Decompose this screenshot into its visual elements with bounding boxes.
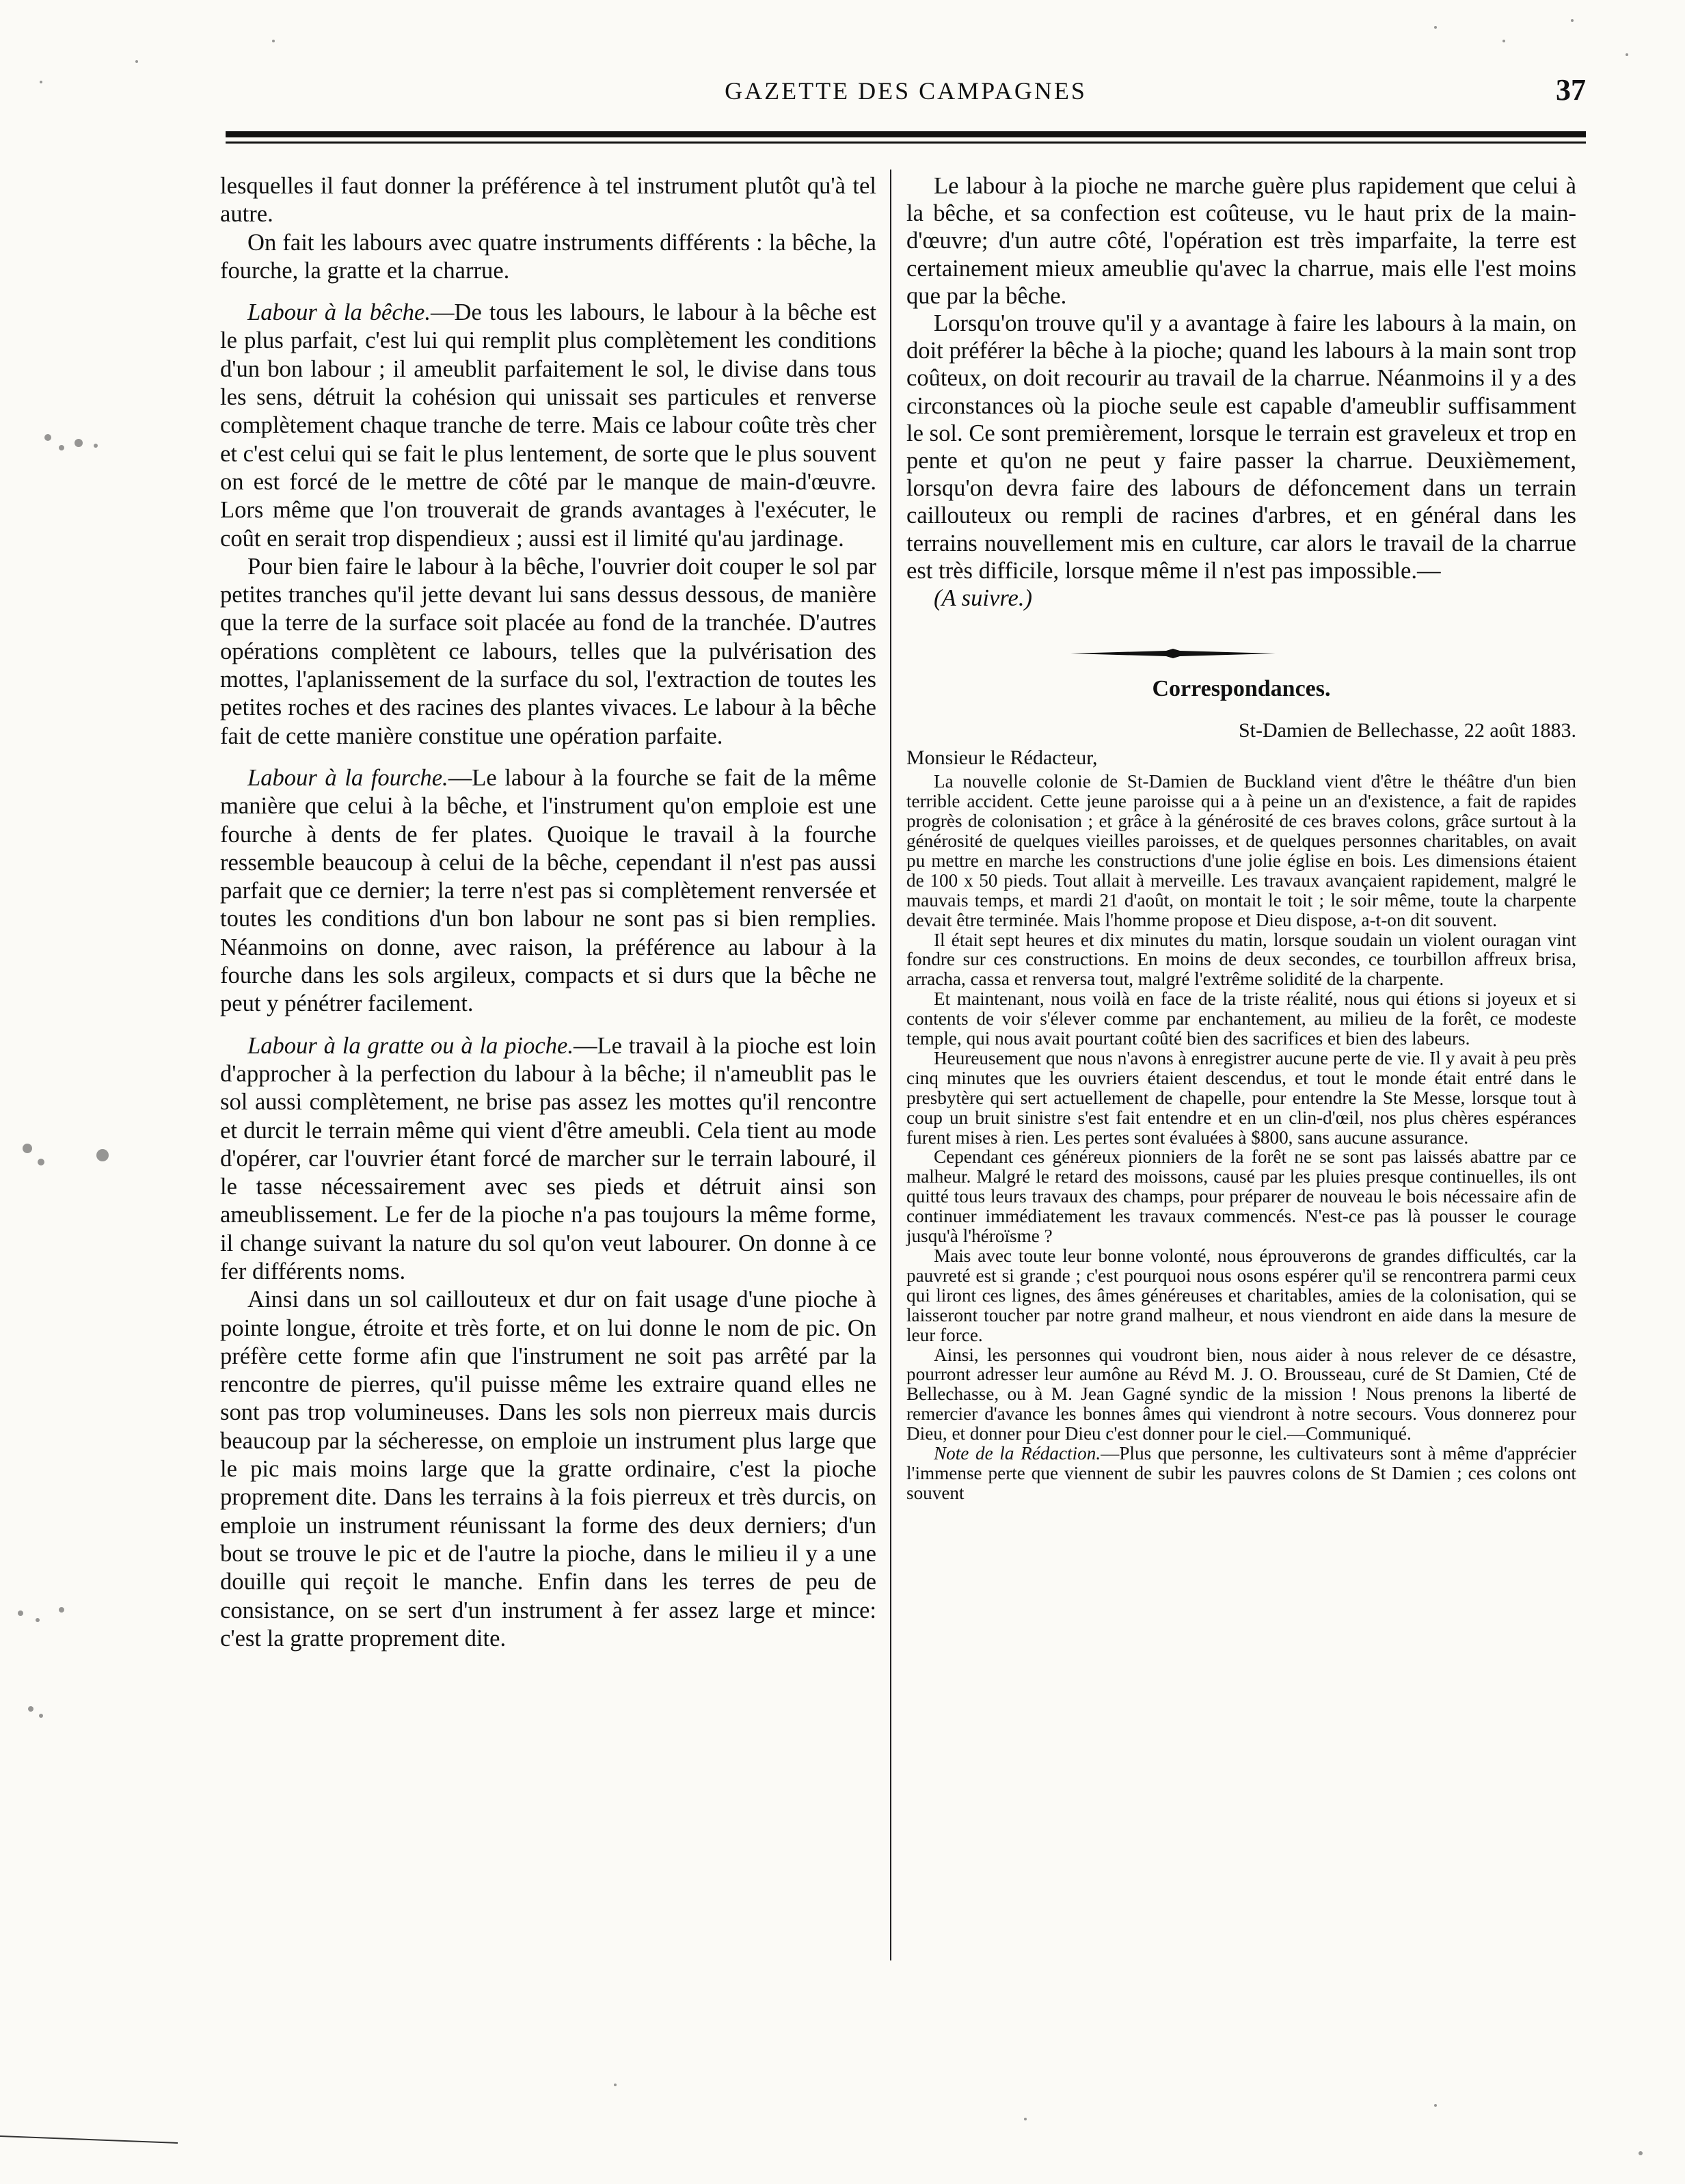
paragraph: Lorsqu'on trouve qu'il y a avantage à faire les labours à la main, on doit préférer la bêche à la pioche; quand les labours à la main sont trop coûteux, on doit recourir au travail de la charrue. Néanmoins il y a des circonstances où la pioche seule est capable d'ameublir suffisamment le sol. Ce sont premièrement, lorsque le terrain est graveleux et trop en pente et qu'on ne peut y faire passer la charrue. Deuxièmement, lorsqu'on devra faire des labours de défoncement dans un terrain caillouteux ou rempli de racines d'arbres, et en général dans les terrains nouvellement mis en culture, car alors le travail de la charrue est très difficile, lorsque même il n'est pas impossible.— <box>906 310 1576 584</box>
paragraph-note-redaction: Note de la Rédaction.—Plus que personne, les cultivateurs sont à même d'apprécier l'immense perte que viennent de subir les pauvres colons de St Damien ; ces colons ont souvent <box>906 1443 1576 1503</box>
paragraph-labour-beche: Labour à la bêche.—De tous les labours, le labour à la bêche est le plus parfait, c'est lui qui remplit plus complètement les conditions d'un bon labour ; il ameublit parfaitement le sol, le divise dans tous les sens, détruit la cohésion qui unissait ses particules et renverse complètement chaque tranche de terre. Mais ce labour coûte très cher et c'est celui qui se fait le plus lentement, de sorte que le plus souvent on est forcé de le mettre de côté par le manque de main-d'œuvre. Lors même que l'on trouverait de grands avantages à l'exécuter, le coût en serait trop dispendieux ; aussi est il limité qu'au jardinage. <box>220 299 876 552</box>
section-title-correspondances: Correspondances. <box>1152 676 1331 702</box>
header-rule-thin <box>226 141 1586 144</box>
subhead-labour-beche: Labour à la bêche. <box>247 299 431 326</box>
subhead-labour-gratte: Labour à la gratte ou à la pioche. <box>247 1032 574 1059</box>
a-suivre-note: (A suivre.) <box>934 585 1033 612</box>
column-divider <box>890 170 891 1960</box>
paragraph: La nouvelle colonie de St-Damien de Buckland vient d'être le théâtre d'un bien terrible accident. Cette jeune paroisse qui a à peine un an d'existence, a fait de rapides progrès de colonisation ; et grâce à la générosité de ces braves colons, grâce surtout à la générosité de quelques vieilles paroisses, et de quelques personnes charitables, on avait pu mettre en marche les constructions d'une jolie église en bois. Les dimensions étaient de 100 x 50 pieds. Tout allait à merveille. Les travaux avançaient rapidement, malgré le mauvais temps, et mardi 21 d'août, on montait le toit ; le soir même, toute la charpente devait être terminée. Mais l'homme propose et Dieu dispose, a-t-on dit souvent. <box>906 771 1576 930</box>
subhead-labour-fourche: Labour à la fourche. <box>247 764 448 791</box>
paragraph: Il était sept heures et dix minutes du matin, lorsque soudain un violent ouragan vint fondre sur ces constructions. En moins de deux secondes, ce tourbillon affreux brisa, arracha, cassa et renversa tout, malgré l'extrême solidité de la charpente. <box>906 929 1576 990</box>
letter-salutation: Monsieur le Rédacteur, <box>906 746 1098 770</box>
paragraph: Ainsi dans un sol caillouteux et dur on fait usage d'une pioche à pointe longue, étroite et très forte, et on lui donne le nom de pic. On préfère cette forme afin que l'instrument ne soit pas arrêté par la rencontre de pierres, qu'il puisse même les extraire quand elles ne sont pas trop volumineuses. Dans les sols non pierreux mais durcis beaucoup par la sécheresse, on emploie un instrument plus large que le pic mais moins large que la gratte ordinaire, c'est la pioche proprement dite. Dans les terrains à la fois pierreux et très durcis, on emploie un instrument réunissant la forme des deux derniers; d'un bout se trouve le pic et de l'autre la pioche, dans le milieu il y a une douille qui reçoit le manche. Enfin dans les terres de peu de consistance, on se sert d'un instrument à fer assez large et mince: c'est la gratte proprement dite. <box>220 1286 876 1652</box>
paragraph-labour-fourche: Labour à la fourche.—Le labour à la fourche se fait de la même manière que celui à la bêche, et l'instrument qu'on emploie est une fourche à dents de fer plates. Quoique le travail à la fourche ressemble beaucoup à celui de la bêche, cependant il n'est pas aussi parfait que ce dernier; la terre n'est pas si complètement renversée et toutes les conditions d'un bon labour ne sont pas si bien remplies. Néanmoins on donne, avec raison, la préférence au labour à la fourche dans les sols argileux, compacts et si durs que la bêche ne peut y pénétrer facilement. <box>220 764 876 1017</box>
letter-dateline: St-Damien de Bellechasse, 22 août 1883. <box>1238 719 1576 742</box>
paragraph: On fait les labours avec quatre instruments différents : la bêche, la fourche, la gratte et la charrue. <box>220 229 876 284</box>
right-article-continuation <box>906 172 1576 612</box>
gazette-title: GAZETTE DES CAMPAGNES <box>725 77 1087 105</box>
paragraph: Et maintenant, nous voilà en face de la triste réalité, nous qui étions si joyeux et si contents de voir s'élever comme par enchantement, au milieu de la forêt, ce modeste temple, qui nous avait pourtant coûté bien des sacrifices et bien des labeurs. <box>906 988 1576 1049</box>
paragraph: lesquelles il faut donner la préférence à tel instrument plutôt qu'à tel autre. <box>220 173 876 228</box>
subhead-note-redaction: Note de la Rédaction. <box>934 1443 1101 1464</box>
separator-ornament <box>1070 649 1276 658</box>
paragraph: Heureusement que nous n'avons à enregistrer aucune perte de vie. Il y avait à peu près cinq minutes que les ouvriers étaient descendus, et tout le monde était entré dans le presbytère qui sert actuellement de chapelle, pour entendre la Ste Messe, lorsque tout à coup un bruit sinistre s'est fait entendre et en un clin-d'œil, nos plus chères espérances furent mises à rien. Les pertes sont évaluées à $800, sans aucune assurance. <box>906 1047 1576 1148</box>
paragraph: Mais avec toute leur bonne volonté, nous éprouverons de grandes difficultés, car la pauvreté est si grande ; c'est pourquoi nous osons espérer qu'il se rencontrera parmi ceux qui liront ces lignes, des âmes généreuses et charitables, amies de la colonisation, qui se laisseront toucher par notre grand malheur, et nous viendront en aide dans la mesure de leur force. <box>906 1245 1576 1345</box>
letter-body <box>906 772 1576 1503</box>
right-column <box>906 172 1576 1503</box>
paragraph: Pour bien faire le labour à la bêche, l'ouvrier doit couper le sol par petites tranches qu'il jette devant lui sans dessus dessous, de manière que la terre de la surface soit placée au fond de la tranchée. D'autres opérations complètent ce labours, telles que la pulvérisation des mottes, l'aplanissement de la surface du sol, l'extraction de toutes les petites roches et des racines des plantes vivaces. Le labour à la bêche fait de cette manière constitue une opération parfaite. <box>220 553 876 749</box>
header-rule-thick <box>226 131 1586 137</box>
left-column <box>220 172 876 1653</box>
page-number: 37 <box>1556 73 1586 107</box>
paragraph-labour-gratte: Labour à la gratte ou à la pioche.—Le travail à la pioche est loin d'approcher à la perfection du labour à la bêche; il n'ameublit pas le sol aussi complètement, ne brise pas assez les mottes qu'il rencontre et durcit le terrain même qui vient d'être ameubli. Cela tient au mode d'opérer, car l'ouvrier étant forcé de marcher sur le terrain labouré, il le tasse nécessairement avec ses pieds et détruit ainsi son ameublissement. Le fer de la pioche n'a pas toujours la même forme, il change suivant la nature du sol qu'on veut labourer. On donne à ce fer différents noms. <box>220 1032 876 1284</box>
paragraph: Cependant ces généreux pionniers de la forêt ne se sont pas laissés abattre par ce malheur. Malgré le retard des moissons, causé par les pluies presque continuelles, ils ont quitté tous leurs travaux des champs, pour préparer de nouveau le bois nécessaire afin de continuer immédiatement les travaux commencés. N'est-ce pas là pousser le courage jusqu'à l'héroïsme ? <box>906 1146 1576 1247</box>
paragraph: Ainsi, les personnes qui voudront bien, nous aider à nous relever de ce désastre, pourront adresser leur aumône au Révd M. J. O. Brousseau, curé de St Damien, Cté de Bellechasse, ou à M. Jean Gagné syndic de la mission ! Nous prenons la liberté de remercier d'avance les bonnes âmes qui viendront à notre secours. Vous donnerez pour Dieu, et donner pour Dieu c'est donner pour le ciel.—Communiqué. <box>906 1344 1576 1444</box>
page-header <box>226 73 1586 118</box>
paragraph: Le labour à la pioche ne marche guère plus rapidement que celui à la bêche, et sa confection est coûteuse, vu le haut prix de la main-d'œuvre; d'un autre côté, l'opération est très imparfaite, la terre est certainement mieux ameublie qu'avec la charrue, mais elle l'est moins que par la bêche. <box>906 173 1576 309</box>
